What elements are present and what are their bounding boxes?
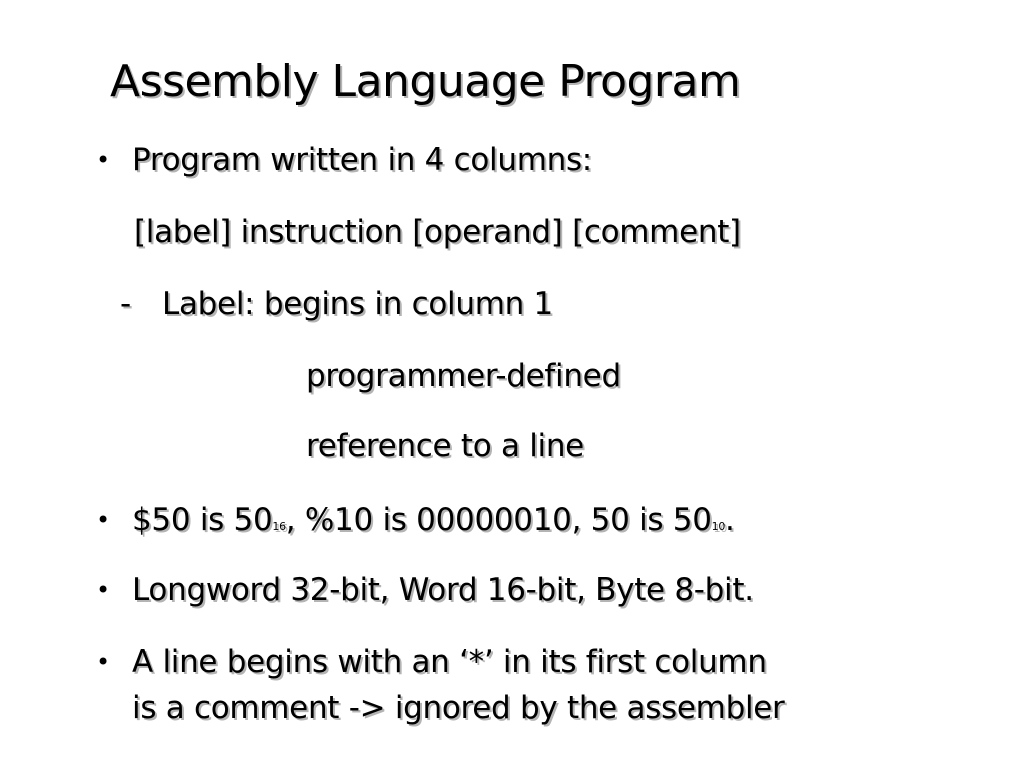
bullet-3-text: Longword 32-bit, Word 16-bit, Byte 8-bit.	[132, 572, 754, 608]
label-line: Label: begins in column 1	[162, 286, 553, 322]
label-detail-1: programmer-defined	[306, 358, 621, 394]
label-dash: -	[120, 286, 131, 322]
subscript-10: 10	[711, 520, 726, 533]
bullet-4-line-1: A line begins with an ‘*’ in its first column	[132, 644, 767, 680]
bullet-icon: •	[96, 146, 111, 174]
bullet-1-text: Program written in 4 columns:	[132, 142, 592, 178]
bullet-icon: •	[96, 648, 111, 676]
subscript-16: 16	[272, 520, 286, 533]
number-base-part-2: , %10 is 00000010, 50 is 50	[285, 502, 712, 538]
slide-title: Assembly Language Program	[110, 56, 741, 107]
number-base-part-3: .	[725, 502, 735, 538]
label-detail-2: reference to a line	[306, 428, 584, 464]
bullet-4-line-2: is a comment -> ignored by the assembler	[132, 690, 785, 726]
number-base-part-1: $50 is 50	[132, 502, 273, 538]
bullet-2-text	[132, 500, 735, 547]
bullet-icon: •	[96, 506, 111, 534]
bullet-icon: •	[96, 576, 111, 604]
columns-format-line: [label] instruction [operand] [comment]	[134, 214, 741, 250]
